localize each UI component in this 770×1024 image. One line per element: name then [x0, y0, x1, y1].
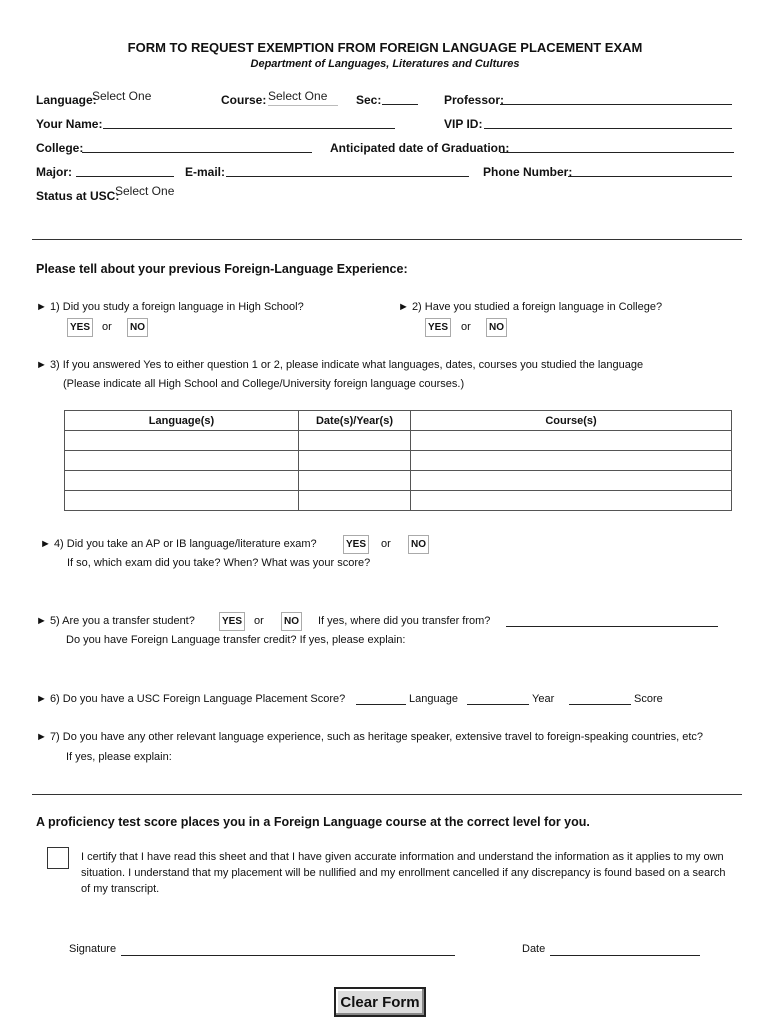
table-cell[interactable]: [411, 431, 732, 451]
signature-field[interactable]: [121, 955, 455, 956]
q2-no-checkbox[interactable]: NO: [486, 318, 507, 337]
table-cell[interactable]: [299, 471, 411, 491]
column-header-courses: Course(s): [411, 411, 732, 431]
q1-no-checkbox[interactable]: NO: [127, 318, 148, 337]
q5-or: or: [254, 615, 264, 627]
q7-text: ► 7) Do you have any other relevant language experience, such as heritage speaker, extensive travel to foreign-speaking countries, etc?: [36, 731, 704, 743]
q4-yes-checkbox[interactable]: YES: [343, 535, 369, 554]
q5-where-text: If yes, where did you transfer from?: [318, 615, 491, 627]
q6-language-label: Language: [409, 693, 458, 705]
graduation-field[interactable]: [500, 152, 734, 153]
course-label: Course:: [221, 93, 267, 107]
email-label: E-mail:: [185, 165, 226, 179]
table-cell[interactable]: [411, 491, 732, 511]
signature-label: Signature: [69, 943, 117, 955]
vip-label: VIP ID:: [444, 117, 483, 131]
q3-note: (Please indicate all High School and College/University foreign language courses.): [63, 378, 465, 390]
q1-yes-checkbox[interactable]: YES: [67, 318, 93, 337]
q2-text: ► 2) Have you studied a foreign language in College?: [398, 301, 663, 313]
transfer-from-field[interactable]: [506, 626, 718, 627]
divider: [32, 239, 742, 240]
table-cell[interactable]: [411, 451, 732, 471]
column-header-language: Language(s): [65, 411, 299, 431]
q6-score-label: Score: [634, 693, 663, 705]
email-field[interactable]: [226, 176, 469, 177]
q4-text: ► 4) Did you take an AP or IB language/literature exam?: [40, 538, 317, 550]
department-subtitle: Department of Languages, Literatures and Cultures: [250, 58, 520, 70]
q6-text: ► 6) Do you have a USC Foreign Language Placement Score?: [36, 693, 346, 705]
professor-field[interactable]: [500, 104, 732, 105]
status-select[interactable]: Select One: [115, 184, 175, 198]
table-row: [65, 451, 732, 471]
q6-year-label: Year: [532, 693, 555, 705]
certification-text: I certify that I have read this sheet and that I have given accurate information and understand the information as it applies to my own situation. I understand that my placement will be nullified and my enrollment cancelled if any discrepancy is found based on a search of my transcript.: [81, 851, 726, 895]
language-select[interactable]: Select One: [92, 89, 152, 103]
table-cell[interactable]: [299, 451, 411, 471]
sec-label: Sec:: [356, 93, 382, 107]
course-select[interactable]: Select One: [268, 89, 338, 106]
q1-or: or: [102, 321, 112, 333]
table-row: [65, 491, 732, 511]
q7-follow-text: If yes, please explain:: [66, 751, 172, 763]
q3-text: ► 3) If you answered Yes to either question 1 or 2, please indicate what languages, dates, courses you studied the language: [36, 359, 644, 371]
date-label: Date: [522, 943, 546, 955]
q2-or: or: [461, 321, 471, 333]
name-label: Your Name:: [36, 117, 103, 131]
phone-label: Phone Number:: [483, 165, 573, 179]
vip-field[interactable]: [484, 128, 732, 129]
table-header-row: [65, 411, 732, 431]
table-cell[interactable]: [299, 431, 411, 451]
table-row: [65, 431, 732, 451]
certify-checkbox[interactable]: [47, 847, 69, 869]
column-header-dates: Date(s)/Year(s): [299, 411, 411, 431]
table-cell[interactable]: [65, 431, 299, 451]
q5-text: ► 5) Are you a transfer student?: [36, 615, 195, 627]
q4-or: or: [381, 538, 391, 550]
college-label: College:: [36, 141, 84, 155]
form-title: FORM TO REQUEST EXEMPTION FROM FOREIGN LANGUAGE PLACEMENT EXAM: [127, 40, 643, 55]
q5-follow-text: Do you have Foreign Language transfer credit? If yes, please explain:: [66, 634, 406, 646]
clear-form-button[interactable]: Clear Form: [334, 987, 426, 1017]
q4-follow-text: If so, which exam did you take? When? What was your score?: [67, 557, 371, 569]
name-field[interactable]: [103, 128, 395, 129]
placement-score-field[interactable]: [356, 704, 406, 705]
table-cell[interactable]: [65, 491, 299, 511]
certification-heading: A proficiency test score places you in a Foreign Language course at the correct level for you.: [36, 815, 590, 829]
q5-no-checkbox[interactable]: NO: [281, 612, 302, 631]
q1-text: ► 1) Did you study a foreign language in High School?: [36, 301, 304, 313]
date-field[interactable]: [550, 955, 700, 956]
sec-field[interactable]: [382, 104, 418, 105]
q5-yes-checkbox[interactable]: YES: [219, 612, 245, 631]
q2-yes-checkbox[interactable]: YES: [425, 318, 451, 337]
college-field[interactable]: [82, 152, 312, 153]
major-label: Major:: [36, 165, 72, 179]
divider: [32, 794, 742, 795]
placement-language-field[interactable]: [467, 704, 529, 705]
placement-year-field[interactable]: [569, 704, 631, 705]
table-cell[interactable]: [299, 491, 411, 511]
status-label: Status at USC:: [36, 189, 120, 203]
table-cell[interactable]: [65, 471, 299, 491]
major-field[interactable]: [76, 176, 174, 177]
q4-no-checkbox[interactable]: NO: [408, 535, 429, 554]
language-label: Language:: [36, 93, 97, 107]
professor-label: Professor:: [444, 93, 505, 107]
graduation-label: Anticipated date of Graduation:: [330, 141, 510, 155]
experience-heading: Please tell about your previous Foreign-Language Experience:: [36, 262, 408, 276]
language-history-table: [64, 410, 732, 511]
table-cell[interactable]: [411, 471, 732, 491]
table-cell[interactable]: [65, 451, 299, 471]
table-row: [65, 471, 732, 491]
phone-field[interactable]: [568, 176, 732, 177]
